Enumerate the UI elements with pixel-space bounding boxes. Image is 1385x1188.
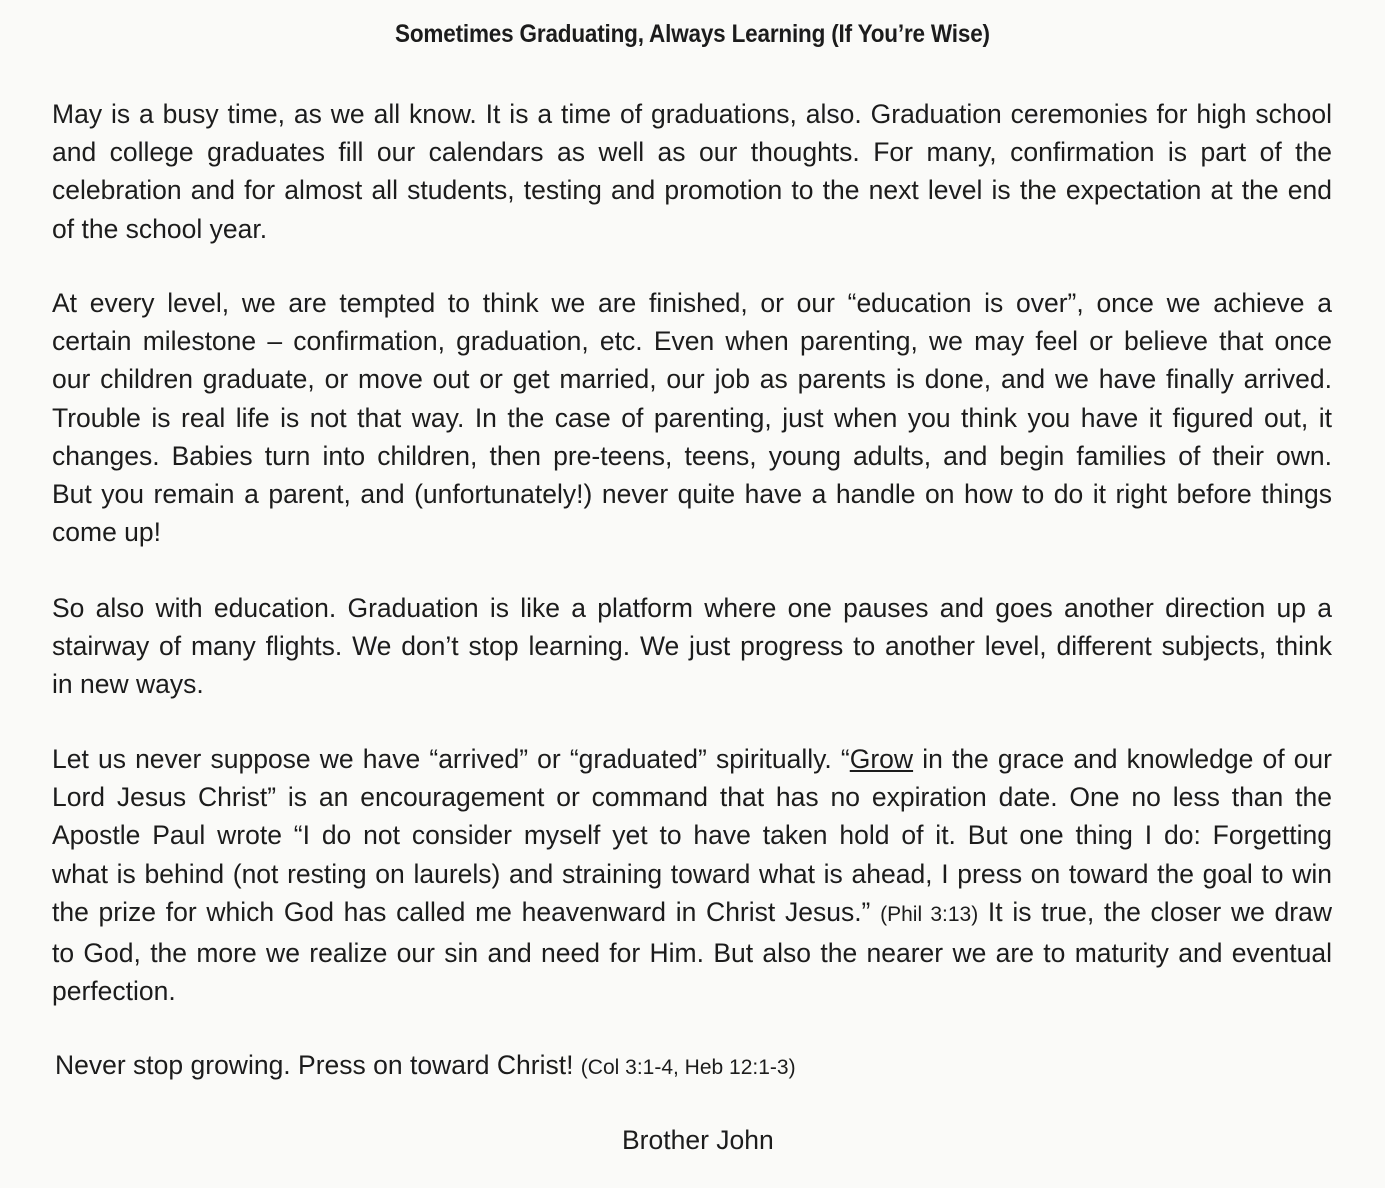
text-span: Let us never suppose we have “arrived” or “graduated” spiritually. “ <box>52 744 850 774</box>
text-line: changes. Babies turn into children, then pre-teens, teens, young adults, and begin families of their own. <box>52 440 1332 471</box>
text-line: stairway of many flights. We don’t stop learning. We just progress to another level, different subjects, think <box>52 631 1332 662</box>
paragraph-2 <box>52 284 1332 551</box>
paragraph-4 <box>52 740 1332 1010</box>
paragraph-3 <box>52 589 1332 704</box>
text-line: in new ways. <box>52 669 204 700</box>
text-span: the prize for which God has called me heavenward in Christ Jesus.” <box>52 896 881 927</box>
text-line: celebration and for almost all students, testing and promotion to the next level is the expectation at the end <box>52 175 1332 206</box>
text-line: So also with education. Graduation is like a platform where one pauses and goes another direction up a <box>52 593 1332 623</box>
text-span: in the grace and knowledge of our <box>913 744 1332 774</box>
text-line: and college graduates fill our calendars as well as our thoughts. For many, confirmation is part of the <box>52 137 1332 168</box>
text-line: to God, the more we realize our sin and need for Him. But also the nearer we are to maturity and eventual <box>52 938 1332 969</box>
text-line: come up! <box>52 517 162 548</box>
closing-line <box>55 1050 796 1081</box>
scripture-reference: (Phil 3:13) <box>880 902 979 926</box>
text-line: certain milestone – confirmation, graduation, etc. Even when parenting, we may feel or believe that once <box>52 326 1332 357</box>
closing-text: Never stop growing. Press on toward Christ! <box>55 1050 581 1080</box>
text-line: of the school year. <box>52 213 268 244</box>
scripture-reference: (Col 3:1-4, Heb 12:1-3) <box>580 1056 796 1079</box>
text-span: It is true, the closer we draw <box>978 896 1332 927</box>
text-line: perfection. <box>52 976 176 1007</box>
text-line: May is a busy time, as we all know. It is a time of graduations, also. Graduation ceremonies for high school <box>52 99 1332 129</box>
text-line <box>52 740 1332 778</box>
text-line: our children graduate, or move out or get married, our job as parents is done, and we have finally arrived. <box>52 364 1332 395</box>
text-line <box>52 893 1332 934</box>
text-line: But you remain a parent, and (unfortunately!) never quite have a handle on how to do it right before things <box>52 479 1332 510</box>
text-line: Trouble is real life is not that way. In the case of parenting, just when you think you have it figured out, it <box>52 402 1332 433</box>
paragraph-1 <box>52 95 1332 248</box>
text-line: what is behind (not resting on laurels) and straining toward what is ahead, I press on toward the goal to win <box>52 858 1332 889</box>
article-title: Sometimes Graduating, Always Learning (If You’re Wise) <box>395 20 990 48</box>
text-line: Apostle Paul wrote “I do not consider myself yet to have taken hold of it. But one thing I do: Forgetting <box>52 820 1332 851</box>
underlined-word: Grow <box>849 744 914 774</box>
text-line: Lord Jesus Christ” is an encouragement or command that has no expiration date. One no less than the <box>52 782 1332 813</box>
signature: Brother John <box>622 1125 774 1155</box>
text-line: At every level, we are tempted to think we are finished, or our “education is over”, once we achieve a <box>52 288 1332 318</box>
